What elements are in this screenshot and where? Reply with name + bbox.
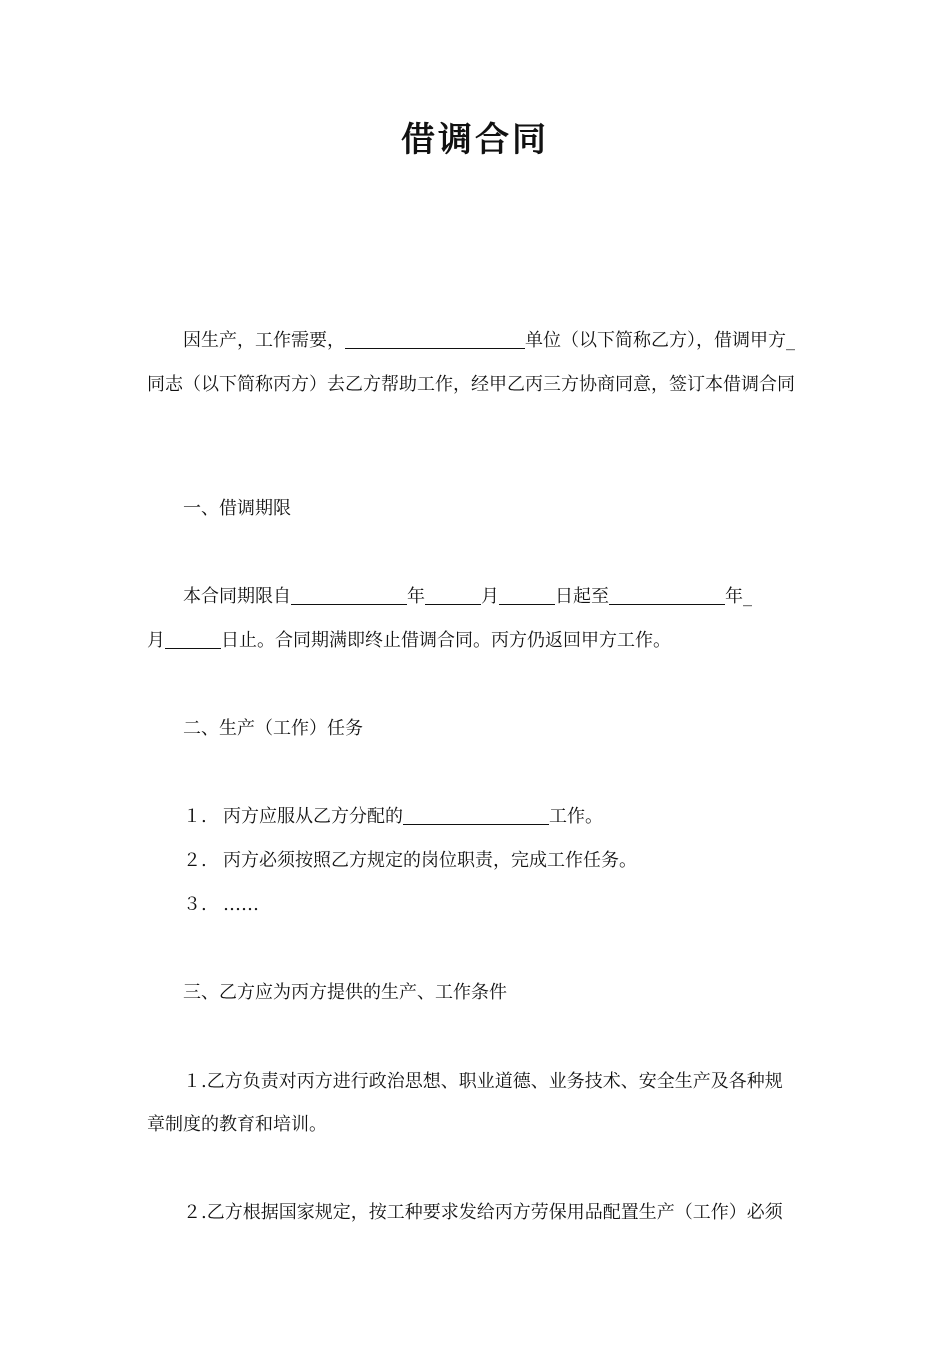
term-line-2 — [147, 628, 671, 654]
condition-item-1-line-1: １.乙方负责对丙方进行政治思想、职业道德、业务技术、安全生产及各种规 — [183, 1071, 783, 1092]
blank-assigned-work — [403, 806, 549, 825]
blank-start-day — [499, 586, 555, 605]
task-item-2 — [183, 848, 637, 874]
year-label: 年 — [407, 586, 425, 607]
term-text: 本合同期限自 — [183, 586, 291, 607]
intro-line-2: 同志（以下简称丙方）去乙方帮助工作，经甲乙丙三方协商同意，签订本借调合同 — [147, 374, 795, 395]
task-item-3 — [183, 892, 259, 918]
item-text: 丙方必须按照乙方规定的岗位职责，完成工作任务。 — [223, 850, 637, 871]
blank-end-year — [609, 586, 725, 605]
intro-text: 单位（以下简称乙方），借调甲方_ — [525, 330, 795, 351]
term-line-1 — [183, 584, 752, 610]
intro-line-1 — [183, 328, 795, 354]
section-1-heading: 一、借调期限 — [183, 498, 291, 519]
task-item-1 — [183, 804, 603, 830]
term-text: 日止。合同期满即终止借调合同。丙方仍返回甲方工作。 — [221, 630, 671, 651]
year-label: 年_ — [725, 586, 752, 607]
item-text: 工作。 — [549, 806, 603, 827]
condition-item-2: ２.乙方根据国家规定，按工种要求发给丙方劳保用品配置生产（工作）必须 — [183, 1202, 783, 1223]
blank-start-year — [291, 586, 407, 605]
blank-start-month — [425, 586, 481, 605]
section-2-heading: 二、生产（工作）任务 — [183, 718, 363, 739]
item-number: ２. — [183, 850, 207, 871]
condition-item-1-line-2: 章制度的教育和培训。 — [147, 1114, 327, 1135]
blank-unit — [345, 330, 525, 349]
item-text: 丙方应服从乙方分配的 — [223, 806, 403, 827]
month-label: 月 — [147, 630, 165, 651]
item-text: …… — [223, 894, 259, 915]
blank-end-day — [165, 630, 221, 649]
section-3-heading: 三、乙方应为丙方提供的生产、工作条件 — [183, 982, 507, 1003]
item-number: ３. — [183, 894, 207, 915]
document-title: 借调合同 — [401, 120, 549, 160]
item-number: １. — [183, 806, 207, 827]
day-label: 日起至 — [555, 586, 609, 607]
month-label: 月 — [481, 586, 499, 607]
intro-text: 因生产，工作需要， — [183, 330, 345, 351]
